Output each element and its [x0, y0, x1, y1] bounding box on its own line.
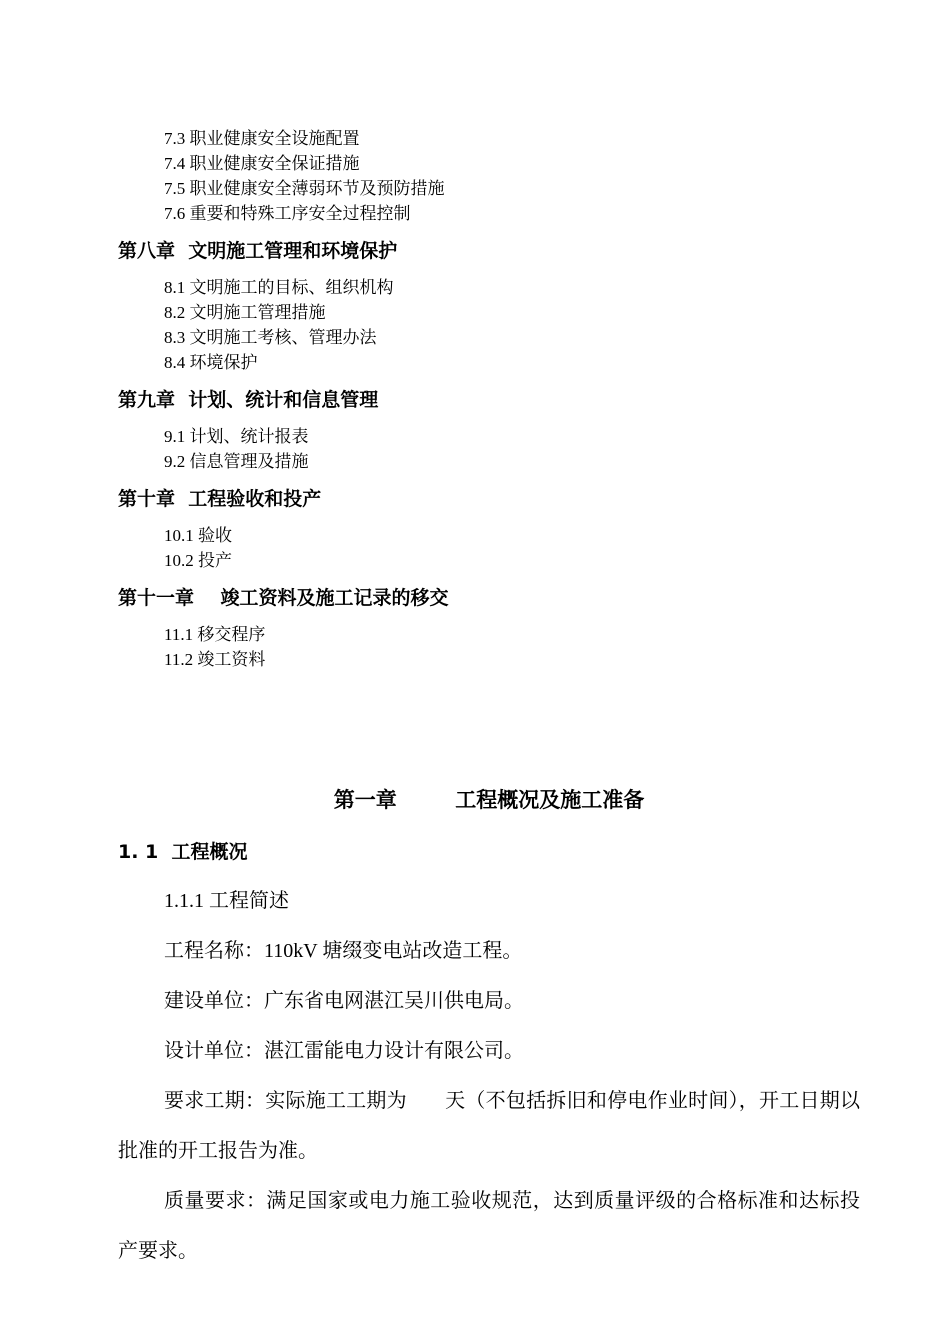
period-text-b: 天（不包括拆旧和停电作业时间），开工日期以批准的开工报告为准。 [118, 1090, 861, 1162]
toc-item: 8.4 环境保护 [164, 353, 258, 372]
period-text-a: 要求工期：实际施工工期为 [164, 1090, 407, 1112]
designer-paragraph: 设计单位：湛江雷能电力设计有限公司。 [164, 1040, 524, 1062]
toc-item: 8.3 文明施工考核、管理办法 [164, 328, 377, 347]
chapter-body [118, 782, 860, 1276]
toc-item: 9.2 信息管理及措施 [164, 452, 309, 471]
toc-item: 10.2 投产 [164, 551, 232, 570]
chapter-title: 第一章 工程概况及施工准备 [333, 788, 645, 812]
subsection-title: 1.1.1 工程简述 [164, 890, 289, 912]
toc-chapter-heading: 第八章 文明施工管理和环境保护 [118, 240, 398, 262]
toc-item: 8.1 文明施工的目标、组织机构 [164, 278, 394, 297]
toc-chapter-heading: 第十章 工程验收和投产 [118, 488, 322, 510]
toc-item: 7.5 职业健康安全薄弱环节及预防措施 [164, 179, 445, 198]
project-name-paragraph: 工程名称：110kV 塘缀变电站改造工程。 [164, 940, 523, 962]
toc-item: 10.1 验收 [164, 526, 232, 545]
toc-item: 11.2 竣工资料 [164, 650, 266, 669]
toc-item: 9.1 计划、统计报表 [164, 427, 309, 446]
toc-item: 11.1 移交程序 [164, 625, 266, 644]
toc-item: 7.4 职业健康安全保证措施 [164, 154, 360, 173]
builder-paragraph: 建设单位：广东省电网湛江吴川供电局。 [164, 990, 524, 1012]
toc-chapter-heading: 第九章 计划、统计和信息管理 [118, 389, 379, 411]
toc-chapter-heading: 第十一章 竣工资料及施工记录的移交 [118, 587, 449, 609]
period-paragraph [118, 1076, 860, 1176]
toc-item: 7.3 职业健康安全设施配置 [164, 129, 360, 148]
table-of-contents [118, 126, 878, 672]
quality-paragraph: 质量要求：满足国家或电力施工验收规范，达到质量评级的合格标准和达标投产要求。 [118, 1190, 860, 1262]
toc-item: 8.2 文明施工管理措施 [164, 303, 326, 322]
section-title: 1. 1 工程概况 [118, 841, 248, 863]
toc-item: 7.6 重要和特殊工序安全过程控制 [164, 204, 411, 223]
